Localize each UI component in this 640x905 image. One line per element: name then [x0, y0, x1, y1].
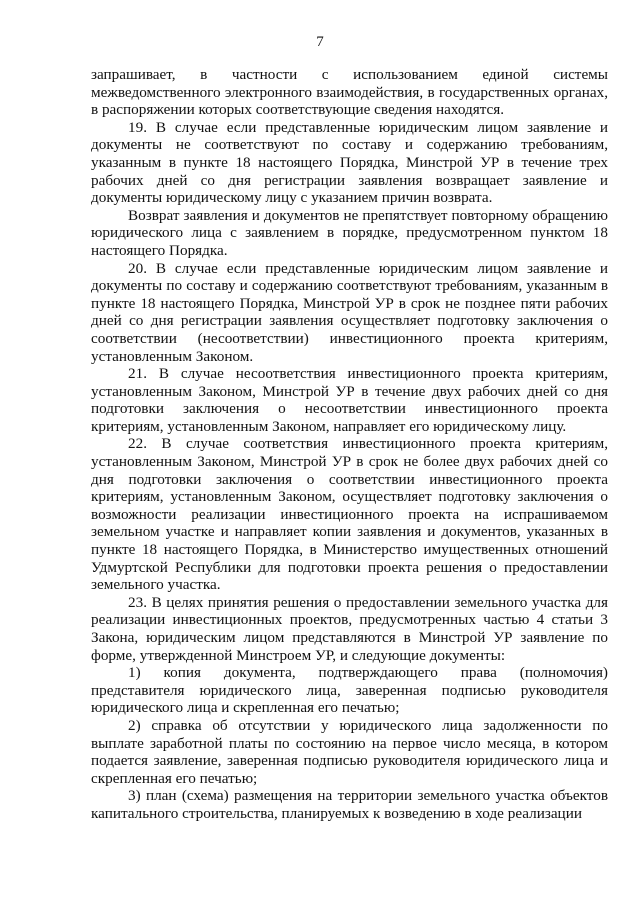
- paragraph-item-19: 19. В случае если представленные юридическим лицом заявление и документы не соответствуют по составу и содержанию требованиям, указанным в пункте 18 настоящего Порядка, Минстрой УР в течение трех рабочих дней со дня регистрации заявления возвращает заявление и документы юридическому лицу с указанием причин возврата.: [91, 118, 608, 207]
- paragraph-return-note: Возврат заявления и документов не препятствует повторному обращению юридического лица с заявлением в порядке, предусмотренном пунктом 18 настоящего Порядка.: [91, 206, 608, 259]
- list-item-3: 3) план (схема) размещения на территории земельного участка объектов капитального строительства, планируемых к возведению в ходе реализации: [91, 787, 608, 822]
- paragraph-item-22: 22. В случае соответствия инвестиционного проекта критериям, установленным Законом, Минстрой УР в срок не более двух рабочих дней со дня подготовки заключения о соответствии инвестиционного проекта критериям, установленным Законом, осуществляет подготовку заключения о возможности реализации инвестиционного проекта на испрашиваемом земельном участке и направляет копии заявления и документов, указанных в пункте 18 настоящего Порядка, в Министерство имущественных отношений Удмуртской Республики для подготовки проекта решения о предоставлении земельного участка.: [91, 435, 608, 594]
- document-body: [91, 66, 608, 823]
- list-item-1: 1) копия документа, подтверждающего права (полномочия) представителя юридического лица, заверенная подписью руководителя юридического лица и скрепленная его печатью;: [91, 664, 608, 717]
- paragraph-item-23: 23. В целях принятия решения о предоставлении земельного участка для реализации инвестиционных проектов, предусмотренных частью 4 статьи 3 Закона, юридическим лицом представляются в Минстрой УР заявление по форме, утвержденной Минстроем УР, и следующие документы:: [91, 593, 608, 664]
- paragraph-continuation: запрашивает, в частности с использованием единой системы межведомственного электронного взаимодействия, в государственных органах, в распоряжении которых соответствующие сведения находятся.: [91, 66, 608, 119]
- paragraph-item-21: 21. В случае несоответствия инвестиционного проекта критериям, установленным Законом, Минстрой УР в течение двух рабочих дней со дня подготовки заключения о несоответствии инвестиционного проекта критериям, установленным Законом, направляет его юридическому лицу.: [91, 365, 608, 435]
- paragraph-item-20: 20. В случае если представленные юридическим лицом заявление и документы по составу и содержанию соответствуют требованиям, указанным в пункте 18 настоящего Порядка, Минстрой УР в срок не позднее пяти рабочих дней со дня регистрации заявления осуществляет подготовку заключения о соответствии (несоответствии) инвестиционного проекта критериям, установленным Законом.: [91, 259, 608, 365]
- page-number: 7: [316, 34, 324, 50]
- list-item-2: 2) справка об отсутствии у юридического лица задолженности по выплате заработной платы по состоянию на первое число месяца, в котором подается заявление, заверенная подписью руководителя юридического лица и скрепленная его печатью;: [91, 716, 608, 787]
